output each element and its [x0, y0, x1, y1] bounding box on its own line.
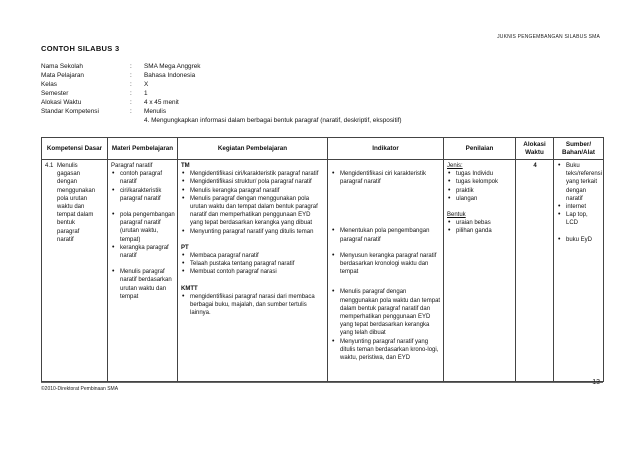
meta-key: Alokasi Waktu — [41, 99, 82, 106]
meta-row — [41, 71, 402, 80]
cell-indikator — [328, 160, 444, 382]
cell-kompetensi-dasar — [42, 160, 108, 382]
meta-key: Nama Sekolah — [41, 63, 83, 70]
meta-key: Kelas — [41, 81, 57, 88]
meta-value: Bahasa Indonesia — [144, 72, 196, 79]
meta-key — [41, 116, 130, 125]
syllabus-table — [41, 137, 604, 382]
alokasi-value: 4 — [533, 163, 537, 169]
footer-divider — [41, 382, 603, 383]
list-item: • contoh paragraf naratif — [111, 170, 175, 186]
list-item: • Menyunting paragraf naratif yang ditulis teman berdasarkan krono-logi, waktu, peristiwa, dan EYD — [331, 338, 441, 363]
list-item: • tugas Individu — [447, 170, 513, 178]
header-kegiatan: Kegiatan Pembelajaran — [178, 138, 328, 160]
meta-colon: : — [130, 81, 132, 88]
meta-value: 1 — [144, 90, 148, 97]
list-item: • internet — [557, 203, 601, 211]
meta-row — [41, 80, 402, 89]
cell-materi — [108, 160, 178, 382]
header-alokasi: Alokasi Waktu — [516, 138, 554, 160]
section-title: CONTOH SILABUS 3 — [41, 44, 120, 53]
meta-key: Mata Pelajaran — [41, 72, 84, 79]
kd-number: 4.1 — [45, 163, 54, 169]
cell-sumber — [554, 160, 604, 382]
meta-row — [41, 62, 402, 71]
meta-colon: : — [130, 90, 132, 97]
meta-colon: : — [130, 63, 132, 70]
list-item: • Lap top, LCD — [557, 211, 601, 227]
list-item: • Menulis paragraf naratif berdasarkan urutan waktu dan tempat — [111, 268, 175, 301]
kd-text: Menulis gagasan dengan menggunakan pola urutan waktu dan tempat dalam bentuk paragraf naratif — [57, 163, 96, 243]
penilaian-jenis-label: Jenis: — [447, 163, 463, 169]
list-item: • ulangan — [447, 195, 513, 203]
list-item: • Membuat contoh paragraf narasi — [181, 268, 325, 276]
list-item: • ciri/karakteristik paragraf naratif — [111, 187, 175, 203]
meta-value: 4. Mengungkapkan informasi dalam berbagai bentuk paragraf (naratif, deskriptif, ekspositif) — [144, 117, 402, 124]
header-penilaian: Penilaian — [444, 138, 516, 160]
list-item: • Buku teks/referensi yang terkait dengan naratif — [557, 162, 601, 203]
list-item: • Mengidentifikasi struktur/ pola paragraf naratif — [181, 178, 325, 186]
list-item: • Mengidentifikasi ciri karakteristik paragraf naratif — [331, 170, 441, 186]
kegiatan-tm-label: TM — [181, 163, 190, 169]
list-item: • Telaah pustaka tentang paragraf naratif — [181, 260, 325, 268]
list-item: • Menyusun kerangka paragraf naratif berdasarkan kronologi waktu dan tempat — [331, 252, 441, 277]
list-item: • Menyunting paragraf naratif yang ditulis teman — [181, 228, 325, 236]
header-indikator: Indikator — [328, 138, 444, 160]
meta-value: SMA Mega Anggrek — [144, 63, 201, 70]
list-item: • Menentukan pola pengembangan paragraf naratif — [331, 227, 441, 243]
penilaian-bentuk-label: Bentuk — [447, 212, 466, 219]
list-item: • Membaca paragraf naratif — [181, 252, 325, 260]
cell-kegiatan — [178, 160, 328, 382]
kegiatan-pt-label: PT — [181, 244, 189, 251]
list-item: • mengidentifikasi paragraf narasi dari membaca berbagai buku, majalah, dan sumber tertulis lainnya. — [181, 293, 325, 318]
meta-row — [41, 116, 402, 125]
list-item: • Menulis paragraf dengan menggunakan pola urutan waktu dan tempat dalam bentuk paragraf naratif dan memperhatikan penggunaan EYD yang tepat berdasarkan kerangka yang dibuat — [181, 195, 325, 228]
meta-colon: : — [130, 99, 132, 106]
list-item: • Menulis paragraf dengan menggunakan pola waktu dan tempat dalam bentuk paragraf naratif dan memperhatikan penggunaan EYD yang tepat berdasarkan kerangka yang telah dibuat — [331, 288, 441, 337]
meta-row — [41, 98, 402, 107]
meta-value: Menulis — [144, 108, 167, 115]
list-item: • pola pengembangan paragraf naratif (urutan waktu, tempat) — [111, 211, 175, 244]
meta-value: X — [144, 81, 149, 88]
list-item: • Menulis kerangka paragraf naratif — [181, 187, 325, 195]
list-item: • kerangka paragraf naratif — [111, 244, 175, 260]
meta-colon: : — [130, 108, 132, 115]
header-kompetensi-dasar: Kompetensi Dasar — [42, 138, 108, 160]
kegiatan-kmtt-label: KMTT — [181, 285, 198, 292]
list-item: • Mengidentifikasi ciri/karakteristik paragraf naratif — [181, 170, 325, 178]
header-sumber: Sumber/ Bahan/Alat — [554, 138, 604, 160]
footer-copyright: ©2010-Direktorat Pembinaan SMA — [41, 386, 119, 392]
running-header: JUKNIS PENGEMBANGAN SILABUS SMA — [497, 34, 600, 40]
meta-value: 4 x 45 menit — [144, 99, 179, 106]
page-number: 13 — [592, 379, 600, 386]
list-item: • pilihan ganda — [447, 227, 513, 235]
table-row — [42, 160, 604, 382]
meta-key: Standar Kompetensi — [41, 108, 99, 115]
list-item: • praktik — [447, 187, 513, 195]
materi-title: Paragraf naratif — [111, 163, 153, 169]
header-materi: Materi Pembelajaran — [108, 138, 178, 160]
syllabus-meta — [41, 62, 402, 125]
list-item: • buku EyD — [557, 236, 601, 244]
meta-colon: : — [130, 72, 132, 79]
meta-row — [41, 107, 402, 116]
meta-key: Semester — [41, 90, 69, 97]
meta-colon — [130, 116, 144, 125]
list-item: • uraian bebas — [447, 219, 513, 227]
table-header-row — [42, 138, 604, 160]
meta-row — [41, 89, 402, 98]
cell-alokasi — [516, 160, 554, 382]
list-item: • tugas kelompok — [447, 178, 513, 186]
cell-penilaian — [444, 160, 516, 382]
